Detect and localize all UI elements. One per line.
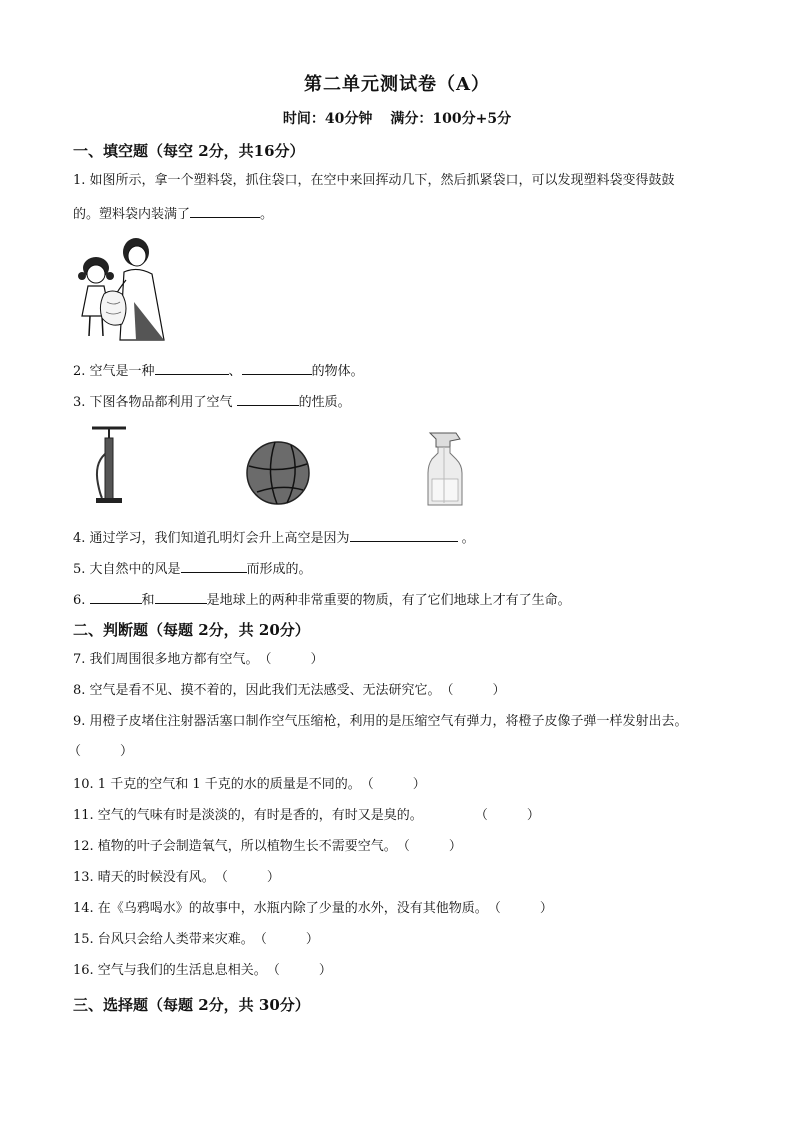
question-7 [73,651,324,669]
bicycle-pump-image [90,424,130,506]
question-4-text: 4. 通过学习，我们知道孔明灯会升上高空是因为 [73,531,350,546]
question-9-answer [68,743,133,761]
question-text: 15. 台风只会给人类带来灾难。 [73,932,254,947]
answer-blank[interactable] [242,360,312,375]
question-3-end: 的性质。 [298,395,351,410]
question-1-line-1: 1. 如图所示，拿一个塑料袋，抓住袋口，在空中来回挥动几下，然后抓紧袋口，可以发现塑料袋变得鼓鼓 [73,173,675,188]
question-3 [73,391,351,412]
question-14 [73,900,553,918]
question-text: 7. 我们周围很多地方都有空气。 [73,652,259,667]
question-2-end: 的物体。 [311,364,364,379]
question-2 [73,360,364,381]
question-5-end: 而形成的。 [246,562,312,577]
answer-parentheses[interactable]: （ ） [253,932,319,947]
question-6-num: 6. [73,593,90,608]
page-title: 第二单元测试卷（A） [304,74,490,95]
question-10 [73,776,426,794]
question-1-line-2 [73,203,273,224]
score-label: 满分：100分+5分 [390,111,512,127]
exam-info [0,108,794,128]
question-8 [73,682,506,700]
question-2-text: 2. 空气是一种 [73,364,155,379]
basketball-image [245,440,311,506]
question-text: 16. 空气与我们的生活息息相关。 [73,963,267,978]
question-6-and: 和 [141,593,155,608]
question-16 [73,962,332,980]
answer-blank[interactable] [90,589,142,604]
time-label: 时间：40分钟 [282,111,373,127]
answer-parentheses[interactable]: （ ） [258,652,324,667]
section-heading-multiple-choice: 三、选择题（每题 2分，共 30分） [73,996,310,1014]
answer-blank[interactable] [190,203,260,218]
question-5-text: 5. 大自然中的风是 [73,562,181,577]
question-4 [73,527,475,548]
question-text: 12. 植物的叶子会制造氧气，所以植物生长不需要空气。 [73,839,397,854]
question-6-end: 是地球上的两种非常重要的物质，有了它们地球上才有了生命。 [206,593,571,608]
question-text: 10. 1 千克的空气和 1 千克的水的质量是不同的。 [73,777,361,792]
answer-blank[interactable] [237,391,299,406]
section-heading-true-false: 二、判断题（每题 2分，共 20分） [73,621,310,639]
question-6 [73,589,571,610]
question-9: 9. 用橙子皮堵住注射器活塞口制作空气压缩枪，利用的是压缩空气有弹力，将橙子皮像子弹一样发射出去。 [73,714,688,729]
answer-blank[interactable] [155,589,207,604]
answer-parentheses[interactable]: （ ） [360,777,426,792]
question-text: 13. 晴天的时候没有风。 [73,870,215,885]
answer-blank[interactable] [181,558,247,573]
girl-and-mother-illustration [74,232,170,342]
answer-parentheses[interactable]: （ ） [68,744,134,759]
question-text: 8. 空气是看不见、摸不着的，因此我们无法感受、无法研究它。 [73,683,441,698]
answer-blank[interactable] [350,527,458,542]
answer-parentheses[interactable]: （ ） [214,870,280,885]
section-heading-fill-blank: 一、填空题（每空 2分，共16分） [73,142,305,160]
answer-blank[interactable] [155,360,229,375]
question-3-text: 3. 下图各物品都利用了空气 [73,395,237,410]
question-11 [73,807,540,825]
question-5 [73,558,312,579]
question-1-end: 。 [260,207,274,222]
question-15 [73,931,319,949]
answer-parentheses[interactable]: （ ） [440,683,506,698]
question-2-sep: 、 [228,364,242,379]
question-13 [73,869,280,887]
spray-bottle-image [422,429,468,509]
question-1-text: 的。塑料袋内装满了 [73,207,191,222]
question-text: 11. 空气的气味有时是淡淡的，有时是香的，有时又是臭的。 [73,808,423,823]
question-text: 14. 在《乌鸦喝水》的故事中，水瓶内除了少量的水外，没有其他物质。 [73,901,488,916]
answer-parentheses[interactable]: （ ） [474,808,540,823]
answer-parentheses[interactable]: （ ） [266,963,332,978]
question-4-end: 。 [457,531,475,546]
answer-parentheses[interactable]: （ ） [396,839,462,854]
answer-parentheses[interactable]: （ ） [487,901,553,916]
question-12 [73,838,462,856]
